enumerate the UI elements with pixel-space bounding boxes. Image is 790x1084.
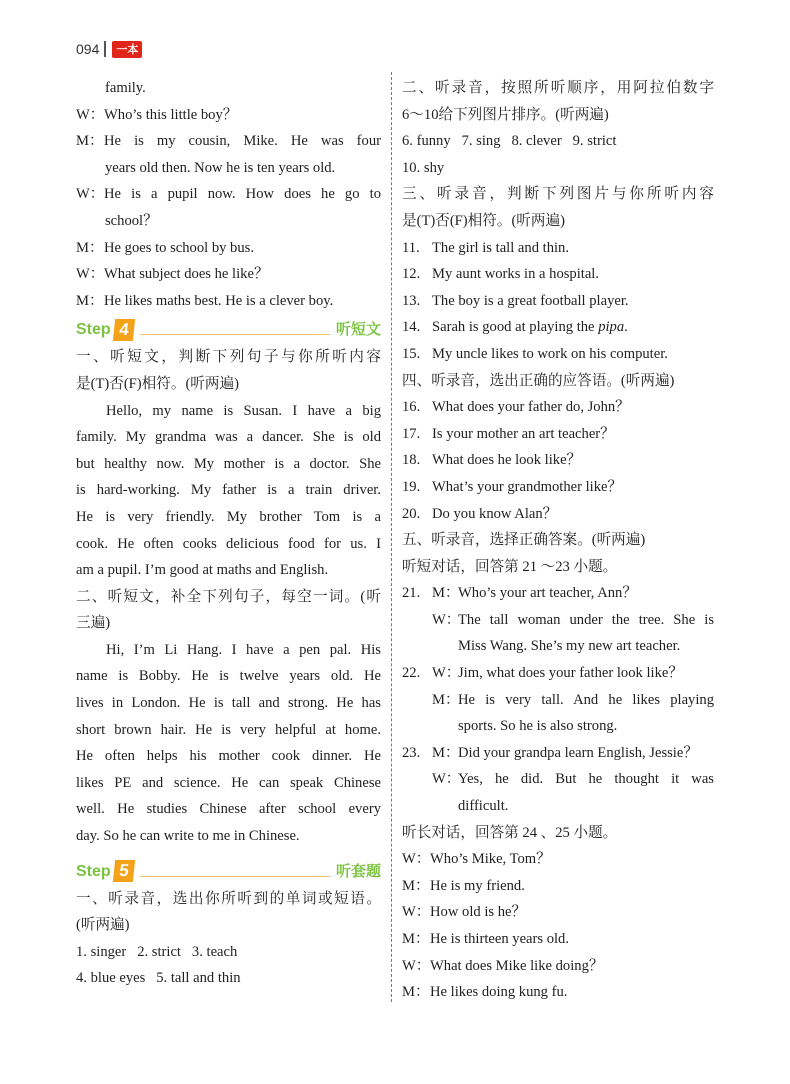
step-label: Step — [76, 321, 111, 339]
dialog-line-cont: years old then. Now he is ten years old. — [105, 159, 336, 176]
passage-line: He is very friendly. My brother Tom is a — [76, 508, 381, 525]
dialog-line: W： He is a pupil now. How does he go to — [76, 186, 381, 203]
dialog-line: M： He is my friend. — [402, 877, 525, 894]
passage-line: name is Bobby. He is twelve years old. He — [76, 668, 381, 685]
list-item: 11. The girl is tall and thin. — [402, 239, 569, 256]
list-item: 18. What does he look like？ — [402, 452, 582, 469]
dialog-line: 23. M：Did your grandpa learn English, Jessie？ — [402, 744, 698, 761]
list-item: 15. My uncle likes to work on his computer. — [402, 345, 668, 362]
dialog-line: 21. M：Who’s your art teacher, Ann？ — [402, 585, 637, 602]
sub-heading: 听短对话，回答第 21 ～23 小题。 — [402, 558, 618, 575]
dialog-line-cont: school？ — [105, 212, 158, 229]
page-number: 094 — [76, 41, 100, 57]
answer-options: 6. funny 7. sing 8. clever 9. strict — [402, 133, 617, 150]
column-divider — [391, 72, 392, 1002]
sub-heading: 听长对话，回答第 24 、25 小题。 — [402, 824, 618, 841]
question-heading: 一、听录音，选出你所听到的单词或短语。 — [76, 890, 381, 907]
dialog-line-cont: sports. So he is also strong. — [458, 718, 618, 735]
dialog-line: M： He likes doing kung fu. — [402, 984, 568, 1001]
question-heading: 三、听录音，判断下列图片与你所听内容 — [402, 186, 714, 203]
passage-line: is hard-working. My father is a train driver. — [76, 482, 381, 499]
question-heading: 四、听录音，选出正确的应答语。(听两遍) — [402, 372, 675, 389]
dialog-line: M： He is very tall. And he likes playing — [432, 691, 714, 708]
question-heading: 二、听短文，补全下列句子，每空一词。(听 — [76, 588, 381, 605]
question-heading: 一、听短文，判断下列句子与你所听内容 — [76, 349, 381, 366]
dialog-line: M： He is my cousin, Mike. He was four — [76, 133, 381, 150]
question-heading: 是(T)否(F)相符。(听两遍) — [76, 375, 239, 392]
step-number: 4 — [113, 319, 135, 341]
step-title: 听短文 — [335, 320, 381, 339]
dialog-line: M： He goes to school by bus. — [76, 239, 254, 256]
passage-line: day. So he can write to me in Chinese. — [76, 828, 300, 845]
list-item: 19. What’s your grandmother like？ — [402, 478, 623, 495]
dialog-line: W： How old is he？ — [402, 904, 527, 921]
step-rule — [140, 334, 330, 335]
dialog-line: family. — [105, 80, 146, 96]
passage-line: Hello, my name is Susan. I have a big — [106, 402, 381, 419]
list-item: 17. Is your mother an art teacher？ — [402, 425, 615, 442]
header-divider — [104, 41, 106, 57]
dialog-line: W： Who’s Mike, Tom？ — [402, 851, 551, 868]
step-5-heading — [76, 858, 381, 885]
dialog-line: W： The tall woman under the tree. She is — [432, 611, 714, 628]
dialog-line: 22. W：Jim, what does your father look like？ — [402, 665, 683, 682]
left-column — [76, 75, 381, 992]
passage-line: family. My grandma was a dancer. She is old — [76, 429, 381, 446]
step-label: Step — [76, 862, 111, 880]
question-heading: 三遍) — [76, 615, 111, 632]
passage-line: likes PE and science. He can speak Chinese — [76, 774, 381, 791]
passage-line: but healthy now. My mother is a doctor. She — [76, 455, 381, 472]
answer-options: 4. blue eyes 5. tall and thin — [76, 970, 241, 987]
question-heading: 是(T)否(F)相符。(听两遍) — [402, 212, 565, 229]
dialog-line: W： What subject does he like？ — [76, 266, 269, 283]
dialog-line: W： What does Mike like doing？ — [402, 957, 604, 974]
question-heading: 五、听录音，选择正确答案。(听两遍) — [402, 532, 646, 549]
dialog-line-cont: Miss Wang. She’s my new art teacher. — [458, 638, 681, 655]
passage-line: He often helps his mother cook dinner. He — [76, 748, 381, 765]
passage-line: well. He studies Chinese after school every — [76, 801, 381, 818]
passage-line: am a pupil. I’m good at maths and English. — [76, 562, 329, 579]
answer-options: 1. singer 2. strict 3. teach — [76, 943, 238, 960]
list-item: 13. The boy is a great football player. — [402, 292, 629, 309]
answer-options: 10. shy — [402, 159, 445, 176]
list-item: 16. What does your father do, John？ — [402, 399, 630, 416]
page-header — [76, 38, 142, 60]
step-4-heading — [76, 316, 381, 343]
dialog-line: M： He likes maths best. He is a clever boy. — [76, 292, 334, 309]
dialog-line: M： He is thirteen years old. — [402, 931, 570, 947]
question-heading: (听两遍) — [76, 917, 130, 934]
question-heading: 6～10给下列图片排序。(听两遍) — [402, 106, 609, 123]
step-rule — [140, 876, 330, 877]
passage-line: short brown hair. He is very helpful at home. — [76, 721, 381, 738]
step-number: 5 — [113, 860, 135, 882]
question-heading: 二、听录音，按照所听顺序，用阿拉伯数字 — [402, 80, 714, 96]
right-column — [402, 75, 714, 1006]
dialog-line-cont: difficult. — [458, 798, 509, 815]
passage-line: lives in London. He is tall and strong. He has — [76, 695, 381, 712]
list-item: 20. Do you know Alan？ — [402, 505, 558, 522]
dialog-line: W： Yes, he did. But he thought it was — [432, 771, 714, 788]
list-item: 14. Sarah is good at playing the pipa. — [402, 319, 628, 336]
list-item: 12. My aunt works in a hospital. — [402, 266, 600, 283]
step-title: 听套题 — [335, 861, 381, 880]
passage-line: cook. He often cooks delicious food for us. I — [76, 535, 381, 552]
passage-line: Hi, I’m Li Hang. I have a pen pal. His — [106, 641, 381, 658]
dialog-line: W： Who’s this little boy？ — [76, 106, 238, 123]
brand-logo: 一本 — [112, 41, 142, 58]
